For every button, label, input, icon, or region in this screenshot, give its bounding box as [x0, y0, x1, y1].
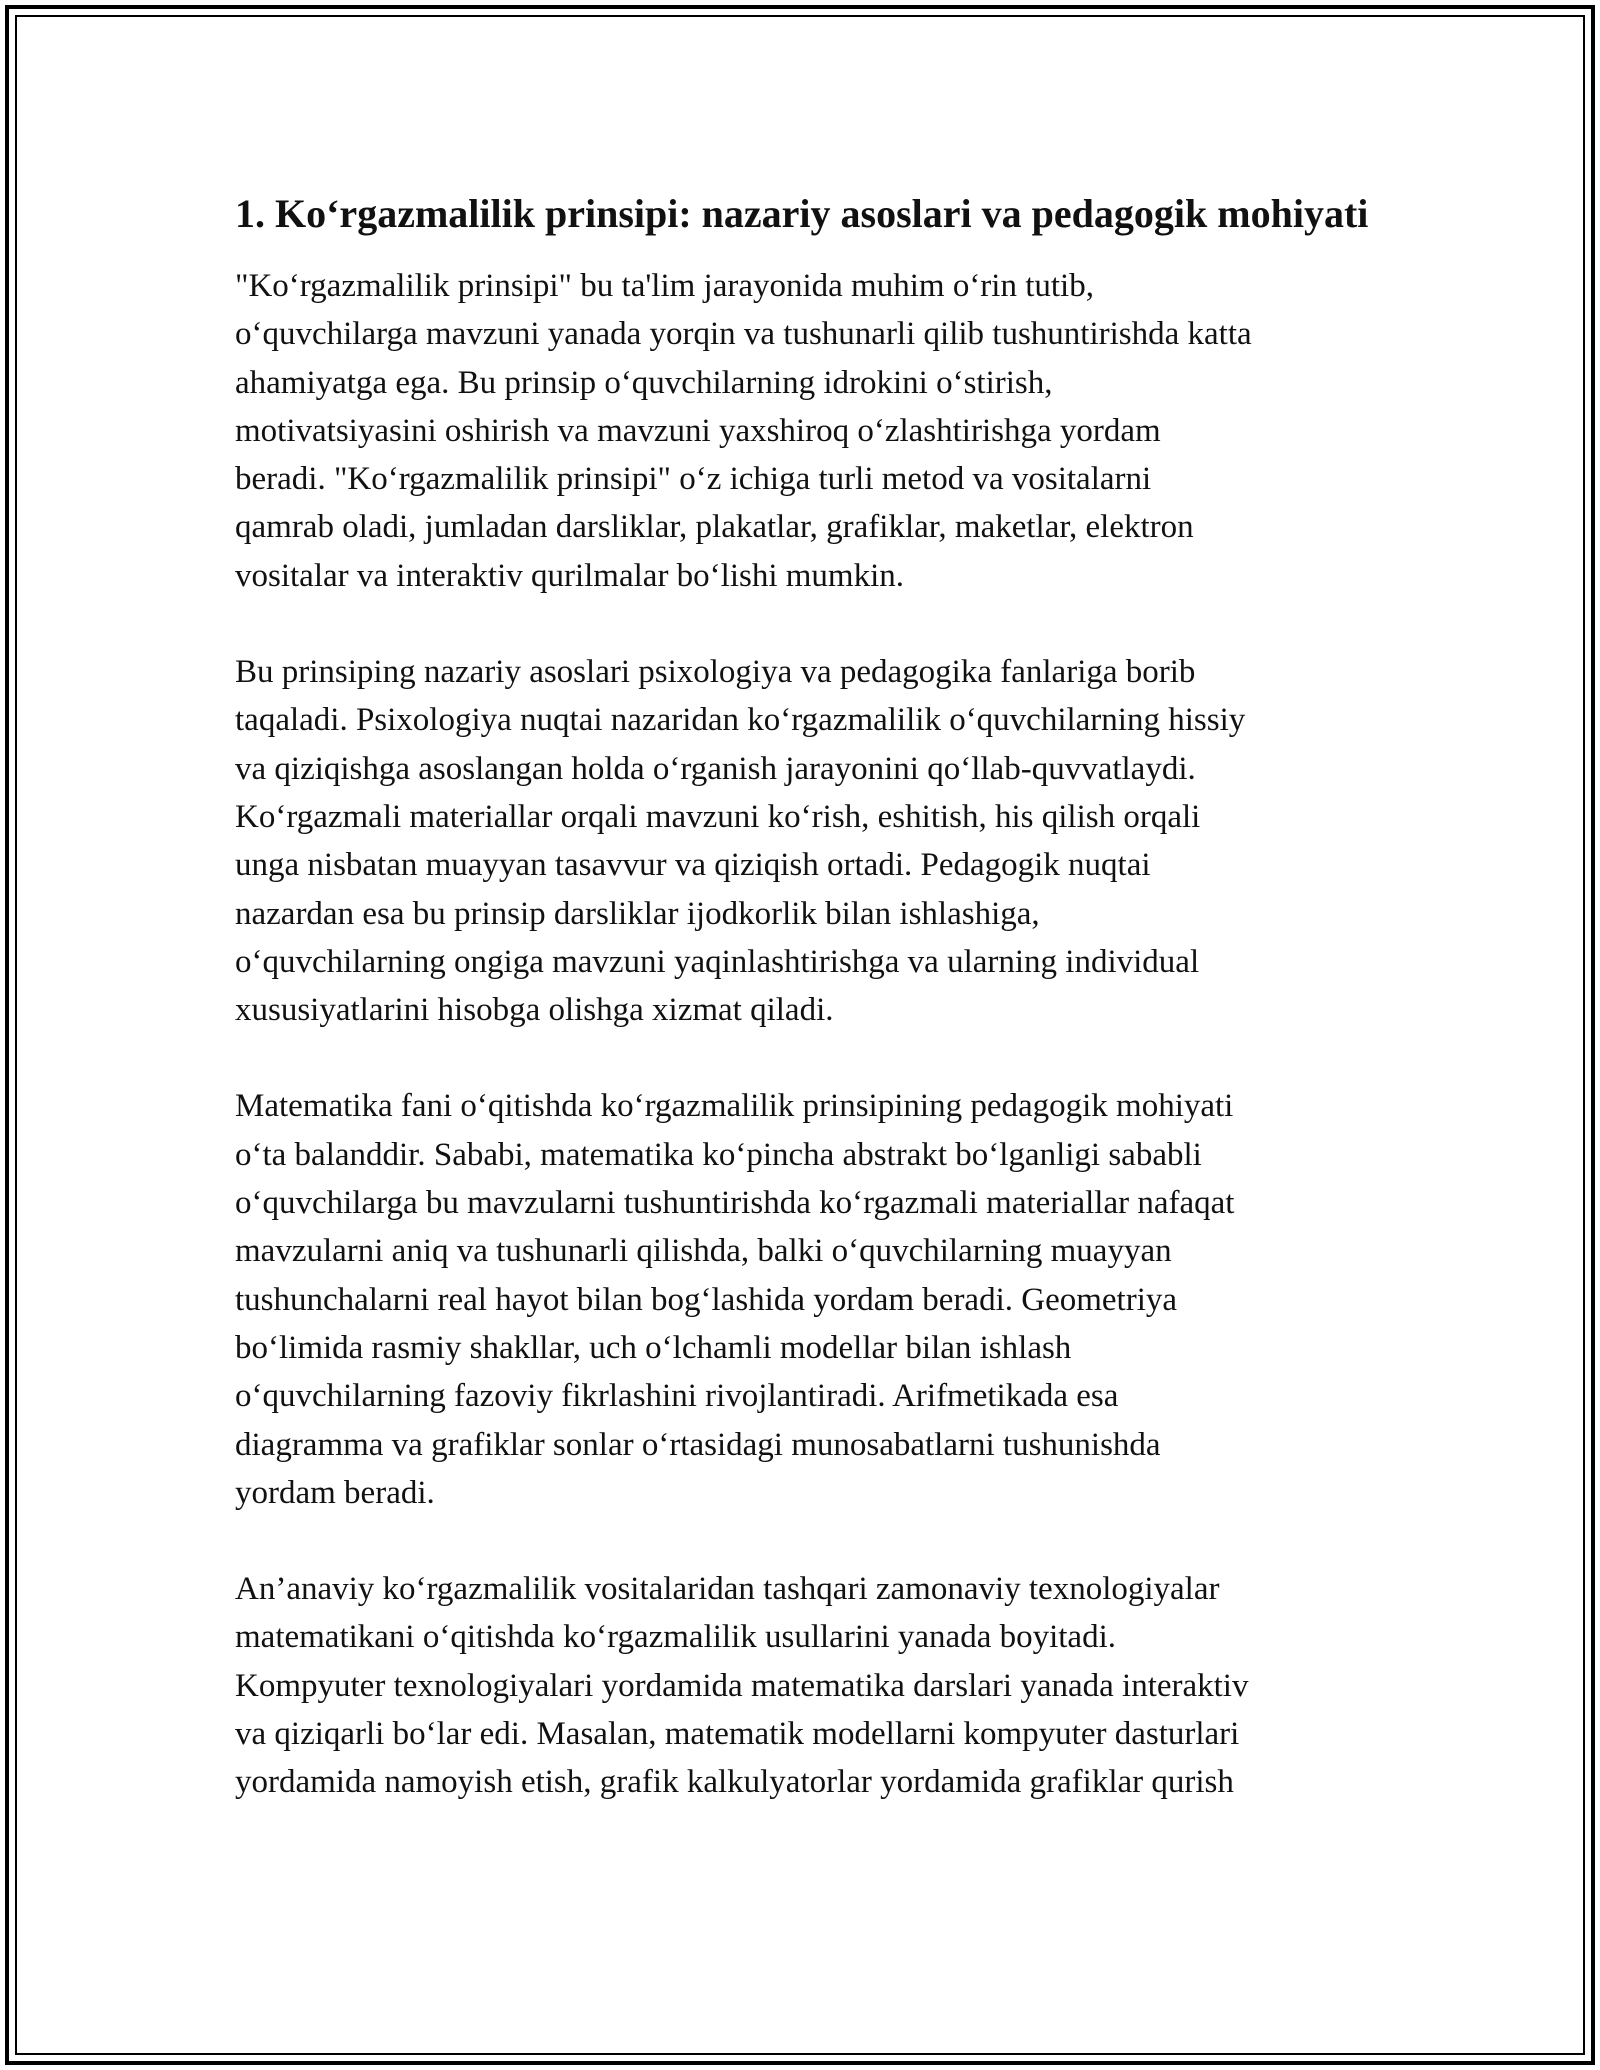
section-heading: 1. Ko‘rgazmalilik prinsipi: nazariy asoslari va pedagogik mohiyati — [235, 191, 1369, 236]
paragraph-3: Matematika fani o‘qitishda ko‘rgazmalilik prinsipining pedagogik mohiyati o‘ta balanddir. Sababi, matematika ko‘pincha abstrakt bo‘lganligi sababli o‘quvchilarga bu mavzularni tushuntirishda ko‘rgazmali materiallar nafaqat mavzularni aniq va tushunarli qilishda, balki o‘quvchilarning muayyan tushunchalarni real hayot bilan bog‘lashida yordam beradi. Geometriya bo‘limida rasmiy shakllar, uch o‘lchamli modellar bilan ishlash o‘quvchilarning fazoviy fikrlashini rivojlantiradi. Arifmetikada esa diagramma va grafiklar sonlar o‘rtasidagi munosabatlarni tushunishda yordam beradi. — [235, 1088, 1235, 1511]
paragraph-1: "Ko‘rgazmalilik prinsipi" bu ta'lim jarayonida muhim o‘rin tutib, o‘quvchilarga mavzuni yanada yorqin va tushunarli qilib tushuntirishda katta ahamiyatga ega. Bu prinsip o‘quvchilarning idrokini o‘stirish, motivatsiyasini oshirish va mavzuni yaxshiroq o‘zlashtirishga yordam beradi. "Ko‘rgazmalilik prinsipi" o‘z ichiga turli metod va vositalarni qamrab oladi, jumladan darsliklar, plakatlar, grafiklar, maketlar, elektron vositalar va interaktiv qurilmalar bo‘lishi mumkin. — [235, 268, 1252, 594]
paragraph-4: An’anaviy ko‘rgazmalilik vositalaridan tashqari zamonaviy texnologiyalar matematikani o‘qitishda ko‘rgazmalilik usullarini yanada boyitadi. Kompyuter texnologiyalari yordamida matematika darslari yanada interaktiv va qiziqarli bo‘lar edi. Masalan, matematik modellarni kompyuter dasturlari yordamida namoyish etish, grafik kalkulyatorlar yordamida grafiklar qurish — [235, 1571, 1249, 1801]
document-body — [235, 186, 1370, 1855]
paragraph-2: Bu prinsiping nazariy asoslari psixologiya va pedagogika fanlariga borib taqaladi. Psixologiya nuqtai nazaridan ko‘rgazmalilik o‘quvchilarning hissiy va qiziqishga asoslangan holda o‘rganish jarayonini qo‘llab-quvvatlaydi. Ko‘rgazmali materiallar orqali mavzuni ko‘rish, eshitish, his qilish orqali unga nisbatan muayyan tasavvur va qiziqish ortadi. Pedagogik nuqtai nazardan esa bu prinsip darsliklar ijodkorlik bilan ishlashiga, o‘quvchilarning ongiga mavzuni yaqinlashtirishga va ularning individual xususiyatlarini hisobga olishga xizmat qiladi. — [235, 654, 1246, 1029]
